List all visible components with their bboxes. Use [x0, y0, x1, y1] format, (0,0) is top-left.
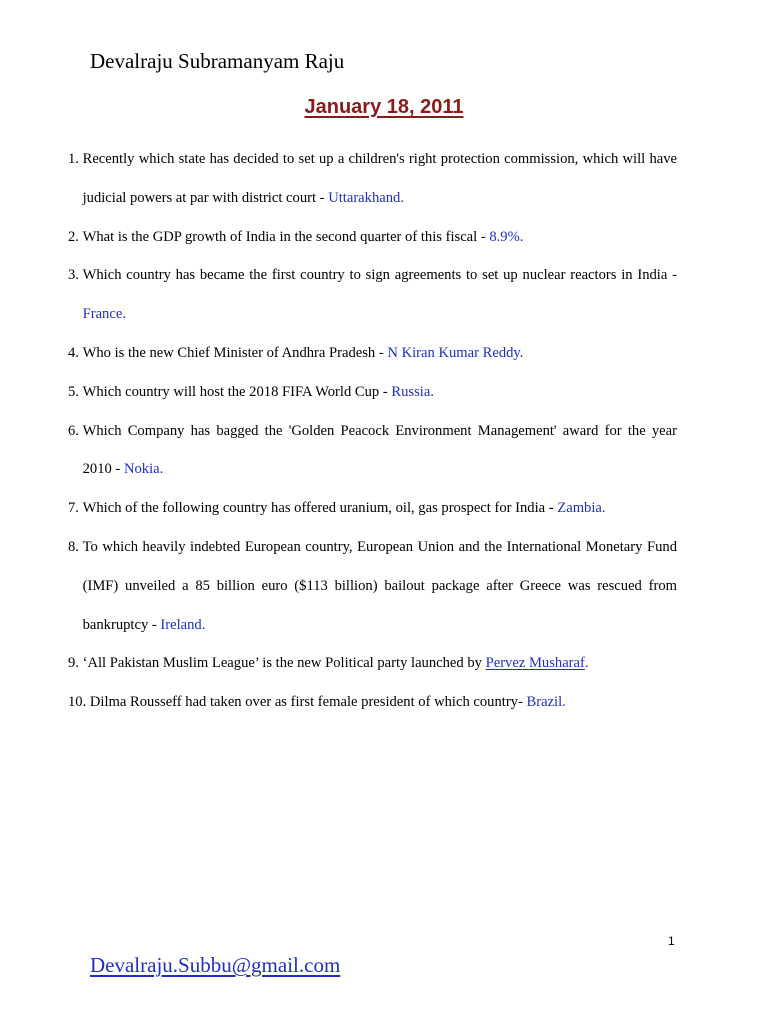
question-body	[83, 412, 677, 490]
footer-email-link[interactable]: Devalraju.Subbu@gmail.com	[90, 953, 341, 977]
question-text: Which country will host the 2018 FIFA World Cup -	[82, 383, 392, 400]
question-body	[83, 334, 677, 373]
question-body	[83, 218, 677, 257]
answer-period: .	[562, 694, 566, 711]
answer-text: 8.9%	[489, 228, 520, 245]
answer-period: .	[159, 461, 164, 478]
question-text: Recently which state has decided to set up a children's right protection commission, which will have judicial powers at par with district court -	[82, 151, 677, 206]
question-number: 7.	[68, 500, 83, 517]
question-body	[83, 489, 677, 528]
question-body	[83, 528, 677, 644]
answer-period: .	[519, 228, 524, 245]
answer-text: N Kiran Kumar Reddy	[387, 344, 520, 361]
question-number: 4.	[68, 344, 83, 361]
question-item-8	[68, 528, 677, 644]
question-text: Dilma Rousseff had taken over as first female president of which country-	[89, 694, 527, 711]
question-body	[83, 644, 677, 683]
question-text: Which Company has bagged the 'Golden Peacock Environment Management' award for the year 2010 -	[82, 422, 677, 478]
answer-period: .	[201, 616, 206, 633]
question-item-5	[68, 373, 677, 412]
question-item-4	[68, 334, 677, 373]
answer-period: .	[122, 306, 126, 323]
answer-link[interactable]: Pervez Musharaf	[485, 655, 585, 672]
question-number: 5.	[68, 383, 83, 400]
answer-period: .	[601, 500, 606, 517]
answer-text: Ireland	[160, 616, 202, 633]
question-item-9	[68, 644, 677, 683]
answer-period: .	[400, 189, 404, 206]
question-body	[90, 683, 677, 722]
answer-text: Zambia	[557, 500, 602, 517]
question-item-2	[68, 218, 677, 257]
question-number: 10.	[68, 694, 90, 711]
question-number: 9.	[68, 655, 83, 672]
document-date	[0, 94, 768, 120]
question-item-7	[68, 489, 677, 528]
question-number: 3.	[68, 267, 83, 284]
answer-text: Brazil	[526, 694, 563, 711]
question-number: 8.	[68, 538, 83, 555]
answer-period: .	[584, 655, 589, 672]
question-text: Which country has became the first country to sign agreements to set up nuclear reactors in India -	[82, 267, 677, 284]
question-item-3	[68, 256, 677, 334]
page-number: 1	[668, 934, 675, 948]
question-body	[83, 256, 677, 334]
question-number: 6.	[68, 422, 83, 439]
document-date-text: January 18, 2011	[304, 96, 464, 118]
question-body	[83, 373, 677, 412]
answer-text: Nokia	[123, 461, 160, 478]
question-item-1	[68, 140, 677, 218]
question-item-6	[68, 412, 677, 490]
question-body	[83, 140, 677, 218]
question-text: ‘All Pakistan Muslim League’ is the new Political party launched by	[82, 655, 486, 672]
answer-period: .	[430, 383, 434, 400]
answer-text: Russia	[391, 383, 431, 400]
question-list	[68, 140, 677, 722]
question-number: 2.	[68, 228, 83, 245]
answer-text: France	[82, 306, 123, 323]
question-text: Who is the new Chief Minister of Andhra Pradesh -	[82, 344, 388, 361]
question-text: What is the GDP growth of India in the second quarter of this fiscal -	[82, 228, 490, 245]
answer-period: .	[519, 344, 524, 361]
question-item-10	[68, 683, 677, 722]
question-text: To which heavily indebted European country, European Union and the International Monetary Fund (IMF) unveiled a 85 billion euro ($113 billion) bailout package after Greece was rescued from bankruptcy -	[82, 538, 677, 633]
answer-text: Uttarakhand	[328, 189, 401, 206]
question-text: Which of the following country has offered uranium, oil, gas prospect for India -	[82, 500, 558, 517]
question-number: 1.	[68, 151, 83, 167]
author-name: Devalraju Subramanyam Raju	[90, 49, 345, 73]
